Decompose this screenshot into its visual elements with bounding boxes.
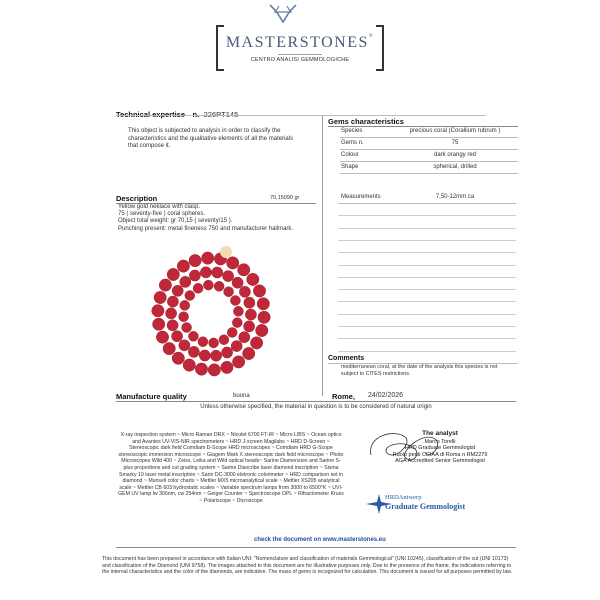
measurements-label: Measurements (341, 194, 381, 200)
coral-bead (188, 346, 199, 357)
coral-bead (231, 341, 242, 352)
blank-rule (338, 351, 516, 352)
coral-bead (232, 277, 243, 288)
colour-value: dark orangy red (433, 152, 477, 158)
coral-bead (185, 291, 195, 301)
coral-bead (154, 291, 166, 303)
hrd-badge (385, 494, 465, 511)
analyst-name: Marco Torelli (424, 439, 456, 445)
row-rule (338, 203, 516, 204)
analyst-block (370, 430, 510, 465)
origin-note: Unless otherwise specified, the material in question is to be considered of natural origin (200, 404, 432, 410)
blank-rule (338, 252, 516, 253)
row-rule (340, 137, 518, 138)
manufacture-quality-label: Manufacture quality (116, 392, 187, 401)
coral-bead (232, 356, 244, 368)
coral-bead (239, 332, 250, 343)
coral-bead (208, 364, 220, 376)
coral-bead (180, 300, 190, 310)
coral-bead (156, 331, 168, 343)
hrd-graduate-text: Graduate Gemmologist (385, 502, 466, 511)
expertise-number-label: n. (192, 110, 200, 119)
date: 24/02/2026 (368, 392, 404, 399)
coral-bead (163, 342, 175, 354)
coral-bead (250, 337, 262, 349)
coral-bead (214, 281, 224, 291)
coral-bead (227, 328, 237, 338)
coral-bead (253, 285, 265, 297)
analyst-credential: AGA Accredited Senior Gemmologist (395, 458, 485, 465)
blank-rule (338, 240, 516, 241)
row-rule (340, 149, 518, 150)
description-line: Punching present: metal fineness 750 and manufacturer hallmark. (118, 225, 294, 232)
coral-bead (221, 361, 233, 373)
coral-bead (230, 296, 240, 306)
coral-bead (223, 271, 234, 282)
blank-rule (338, 326, 516, 327)
coral-bead (172, 285, 183, 296)
blank-rule (338, 338, 516, 339)
coral-bead (244, 321, 255, 332)
coral-bead (152, 305, 164, 317)
coral-bead (238, 264, 250, 276)
coral-bead (245, 309, 256, 320)
gems-title: Gems characteristics (328, 117, 404, 126)
coral-bead (200, 267, 211, 278)
coral-bead (247, 273, 259, 285)
footer-rule (116, 547, 516, 548)
shape-value: spherical, drilled (433, 164, 477, 170)
coral-bead (239, 286, 250, 297)
description-line: 75 ( seventy-five ) coral spheres. (118, 211, 206, 218)
row-rule (340, 161, 518, 162)
colour-label: Colour (341, 152, 359, 158)
blank-rule (338, 314, 516, 315)
blank-rule (338, 265, 516, 266)
species-label: Species (341, 128, 363, 134)
blank-rule (338, 301, 516, 302)
comments-text: mediterranean coral, at the date of the analysis this species is not subject to CITES restrictions. (341, 364, 498, 377)
brand-divider (278, 54, 322, 55)
coral-bead (258, 311, 270, 323)
coral-bead (203, 280, 213, 290)
coral-bead (243, 347, 255, 359)
column-divider (322, 116, 323, 396)
coral-bead (180, 276, 191, 287)
coral-bead (193, 283, 203, 293)
coral-bead (195, 363, 207, 375)
hrd-antwerp-text: HRDAntwerp (385, 494, 422, 501)
analyst-credential: Ruolo periti CCIAA di Roma n RM2279 (392, 451, 488, 458)
equipment-list: X-ray inspection system ~ Micro Raman DRX ~ Nicolet 6700 FT-IR ~ Micro LIBS ~ Ocean optics and Avantes UV-VIS-NIR spectrometers ~ HRD J-screen Magilabs ~ HRD D-Screen ~ Stereoscopic dark field Comdiam D-Scope HRD microscopes ~ Comdiam HRD G-Scope stereoscopic immersion microscope ~ Giagem Mark X stereoscopic dark field microscope ~ Photo Microscopes Wild 400 ~ Zeiss, Leika and Wild optical heads~ Sarine Diamension and Sarine S-plus proportions and cut grading system ~ Sarine Diascribe laser diamond inscription ~ Sisma Smarky 10 laser metal inscription ~ Sarin DC-3000 eletronic colorimeter ~ HRD comparison set in diamond ~ Munsell color charts ~ Mettler MX5 microanalytical scale ~ Mettler XS205 analytical scale ~ Mettler CB 603 hydrostatic scales ~ Variable spectrum lamps from 3000 to 6500°K ~ UVI-GEM UV lamp lw 366nm, cw 254nm ~ Geiger Counter ~ Spectroscope OPL ~ Rifractometer Kruss ~ Polariscope ~ Dicroscope (118, 432, 344, 504)
gems-count-value: 75 (451, 140, 459, 146)
description-line: Object total weight: gr 70,15 ( seventy/15 ). (118, 218, 233, 225)
coral-bead (219, 335, 229, 345)
analyst-title: The analyst (422, 430, 458, 437)
brand-text: MASTERSTONES (225, 34, 369, 51)
coral-bead (183, 359, 195, 371)
coral-bead (199, 350, 210, 361)
manufacture-quality-value: buona (233, 393, 250, 399)
coral-bead (209, 338, 219, 348)
coral-bead (244, 297, 255, 308)
coral-bead (182, 323, 192, 333)
coral-bead (179, 340, 190, 351)
blank-rule (338, 277, 516, 278)
brand-subtitle: CENTRO ANALISI GEMMOLOGICHE (250, 57, 350, 63)
coral-bead (153, 318, 165, 330)
coral-bead (167, 296, 178, 307)
legal-disclaimer: This document has been prepared in accordance with Italian UNI: "Nomenclature and classification of materials Gemmological" (UNI 10245), classification of the cut (UNI 10173) and classification of the Diamond (UNI 9758). The images attached to this document are for illustrative purposes only. Due to the presence of the frame, the indications referring to the internal characteristics and the color of the diamonds, are indicative. The mass of gems is recognized for calculation. This document is issued for all purposes permitted by law. (102, 556, 513, 576)
brand-registered-mark: ® (368, 34, 375, 39)
place: Rome, (332, 392, 355, 401)
coral-bead (202, 252, 214, 264)
coral-bead (167, 320, 178, 331)
gems-title-rule (328, 126, 518, 127)
description-line: Yellow gold neklace with clasp. (118, 204, 201, 210)
header-rule (116, 115, 486, 116)
coral-bead (189, 254, 201, 266)
coral-bead (256, 324, 268, 336)
coral-bead (211, 350, 222, 361)
coral-bead (177, 260, 189, 272)
expertise-number: 226PT145 (203, 110, 239, 119)
description-lines (118, 204, 293, 233)
description-title: Description (116, 194, 158, 203)
row-rule (340, 173, 518, 174)
gold-clasp (220, 246, 232, 258)
quality-rule (116, 401, 516, 402)
diamond-logo-icon (266, 2, 300, 26)
coral-bead (189, 270, 200, 281)
coral-bead (172, 331, 183, 342)
coral-bead (198, 337, 208, 347)
description-weight: 70,15090 gr (270, 195, 300, 201)
coral-bead (167, 268, 179, 280)
coral-bead (188, 331, 198, 341)
coral-bead (257, 298, 269, 310)
coral-bead (227, 257, 239, 269)
shape-label: Shape (341, 164, 359, 170)
blank-rule (338, 228, 516, 229)
coral-bead (179, 312, 189, 322)
expertise-title: Technical expertise (116, 110, 186, 119)
measurements-value: 7,50-12mm ca (435, 194, 475, 200)
coral-bead (212, 267, 223, 278)
comments-title: Comments (328, 355, 365, 362)
coral-bead (159, 279, 171, 291)
analyst-credential: HRD Graduate Gemmologist (404, 445, 476, 452)
species-value: precious coral (Corallium rubrum ) (409, 128, 501, 134)
expertise-heading (116, 104, 326, 122)
blank-rule (338, 215, 516, 216)
coral-bead (166, 308, 177, 319)
coral-necklace-image (148, 244, 274, 378)
coral-bead (232, 318, 242, 328)
brand-name (216, 34, 384, 52)
expertise-intro: This object is subjected to analysis in order to classify the characteristics and the qualitative elements of all the materials that compose it. (128, 128, 294, 150)
coral-bead (233, 306, 243, 316)
logo (216, 25, 384, 73)
blank-rule (338, 289, 516, 290)
verify-document-link[interactable]: check the document on www.masterstones.eu (254, 537, 386, 543)
coral-bead (224, 287, 234, 297)
coral-bead (172, 352, 184, 364)
coral-bead (222, 347, 233, 358)
gems-count-label: Gems n. (341, 140, 364, 146)
